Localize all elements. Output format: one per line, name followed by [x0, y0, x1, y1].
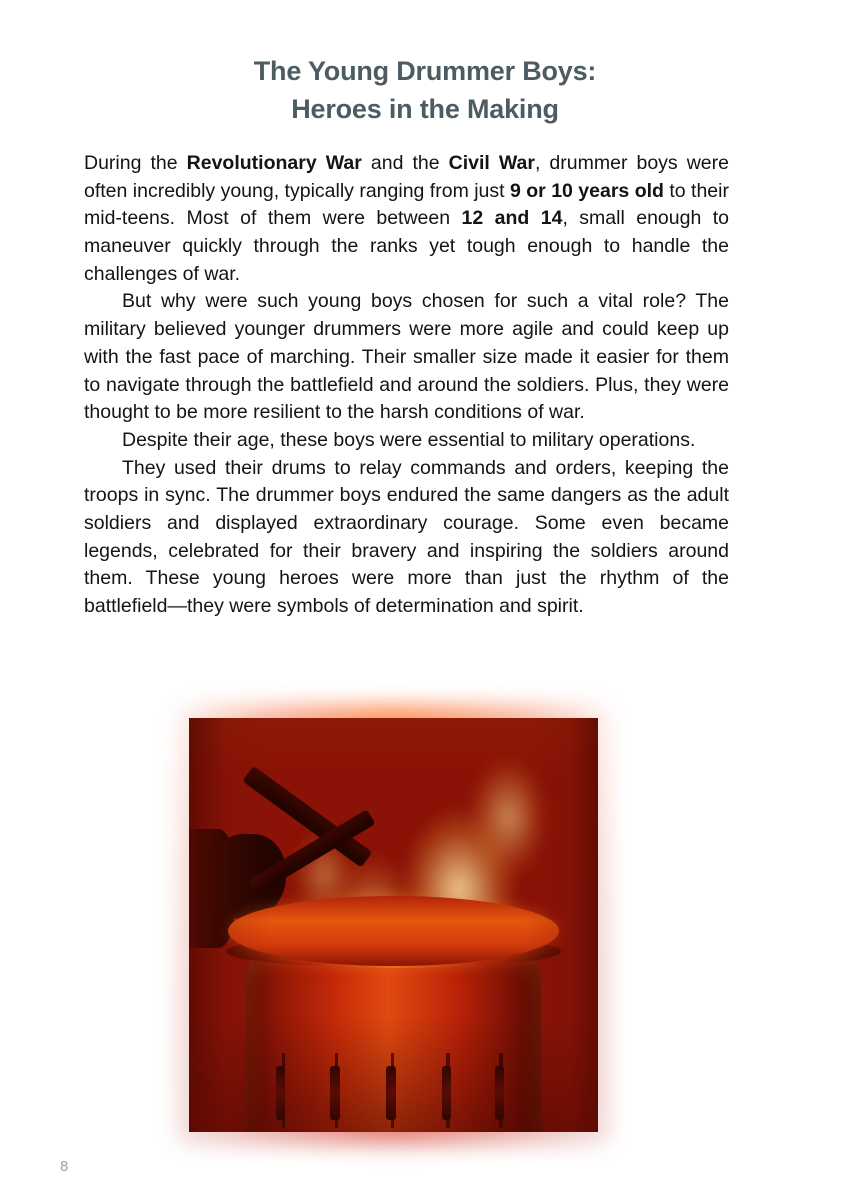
illustration-vignette [189, 718, 598, 1132]
page-number: 8 [60, 1158, 69, 1175]
page-title-line-2: Heroes in the Making [291, 94, 559, 125]
paragraph-1 [84, 150, 729, 288]
body-text [84, 150, 729, 621]
text-run: and the [361, 152, 449, 174]
paragraph-4: They used their drums to relay commands and orders, keeping the troops in sync. The drummer boys endured the same dangers as the adult soldiers and displayed extraordinary courage. Some even became legends, celebrated for their bravery and inspiring the soldiers around them. These young heroes were more than just the rhythm of the battlefield—they were symbols of determination and spirit. [84, 456, 729, 617]
illustration-photo [189, 718, 598, 1132]
text-run: to their mid-teens. Most of them were between [84, 179, 729, 230]
text-run-bold: 9 or 10 years old [510, 179, 664, 202]
text-run: , small enough to maneuver quickly through the ranks yet tough enough to handle the challenges of war. [84, 207, 729, 285]
text-run: , drummer boys were often incredibly young, typically ranging from just [84, 152, 729, 202]
paragraph-2: But why were such young boys chosen for such a vital role? The military believed younger drummers were more agile and could keep up with the fast pace of marching. Their smaller size made it easier for them to navigate through the battlefield and around the soldiers. Plus, they were thought to be more resilient to the harsh conditions of war. [84, 290, 729, 424]
text-run-bold: Civil War [448, 152, 535, 174]
page-title [0, 52, 850, 129]
text-run: During the [84, 152, 187, 174]
text-run-bold: 12 and 14 [461, 207, 563, 230]
paragraph-3: Despite their age, these boys were essential to military operations. [122, 428, 696, 451]
text-run-bold: Revolutionary War [186, 152, 362, 174]
illustration-drummer-fire [176, 705, 611, 1145]
page-title-line-1: The Young Drummer Boys: [253, 56, 597, 86]
